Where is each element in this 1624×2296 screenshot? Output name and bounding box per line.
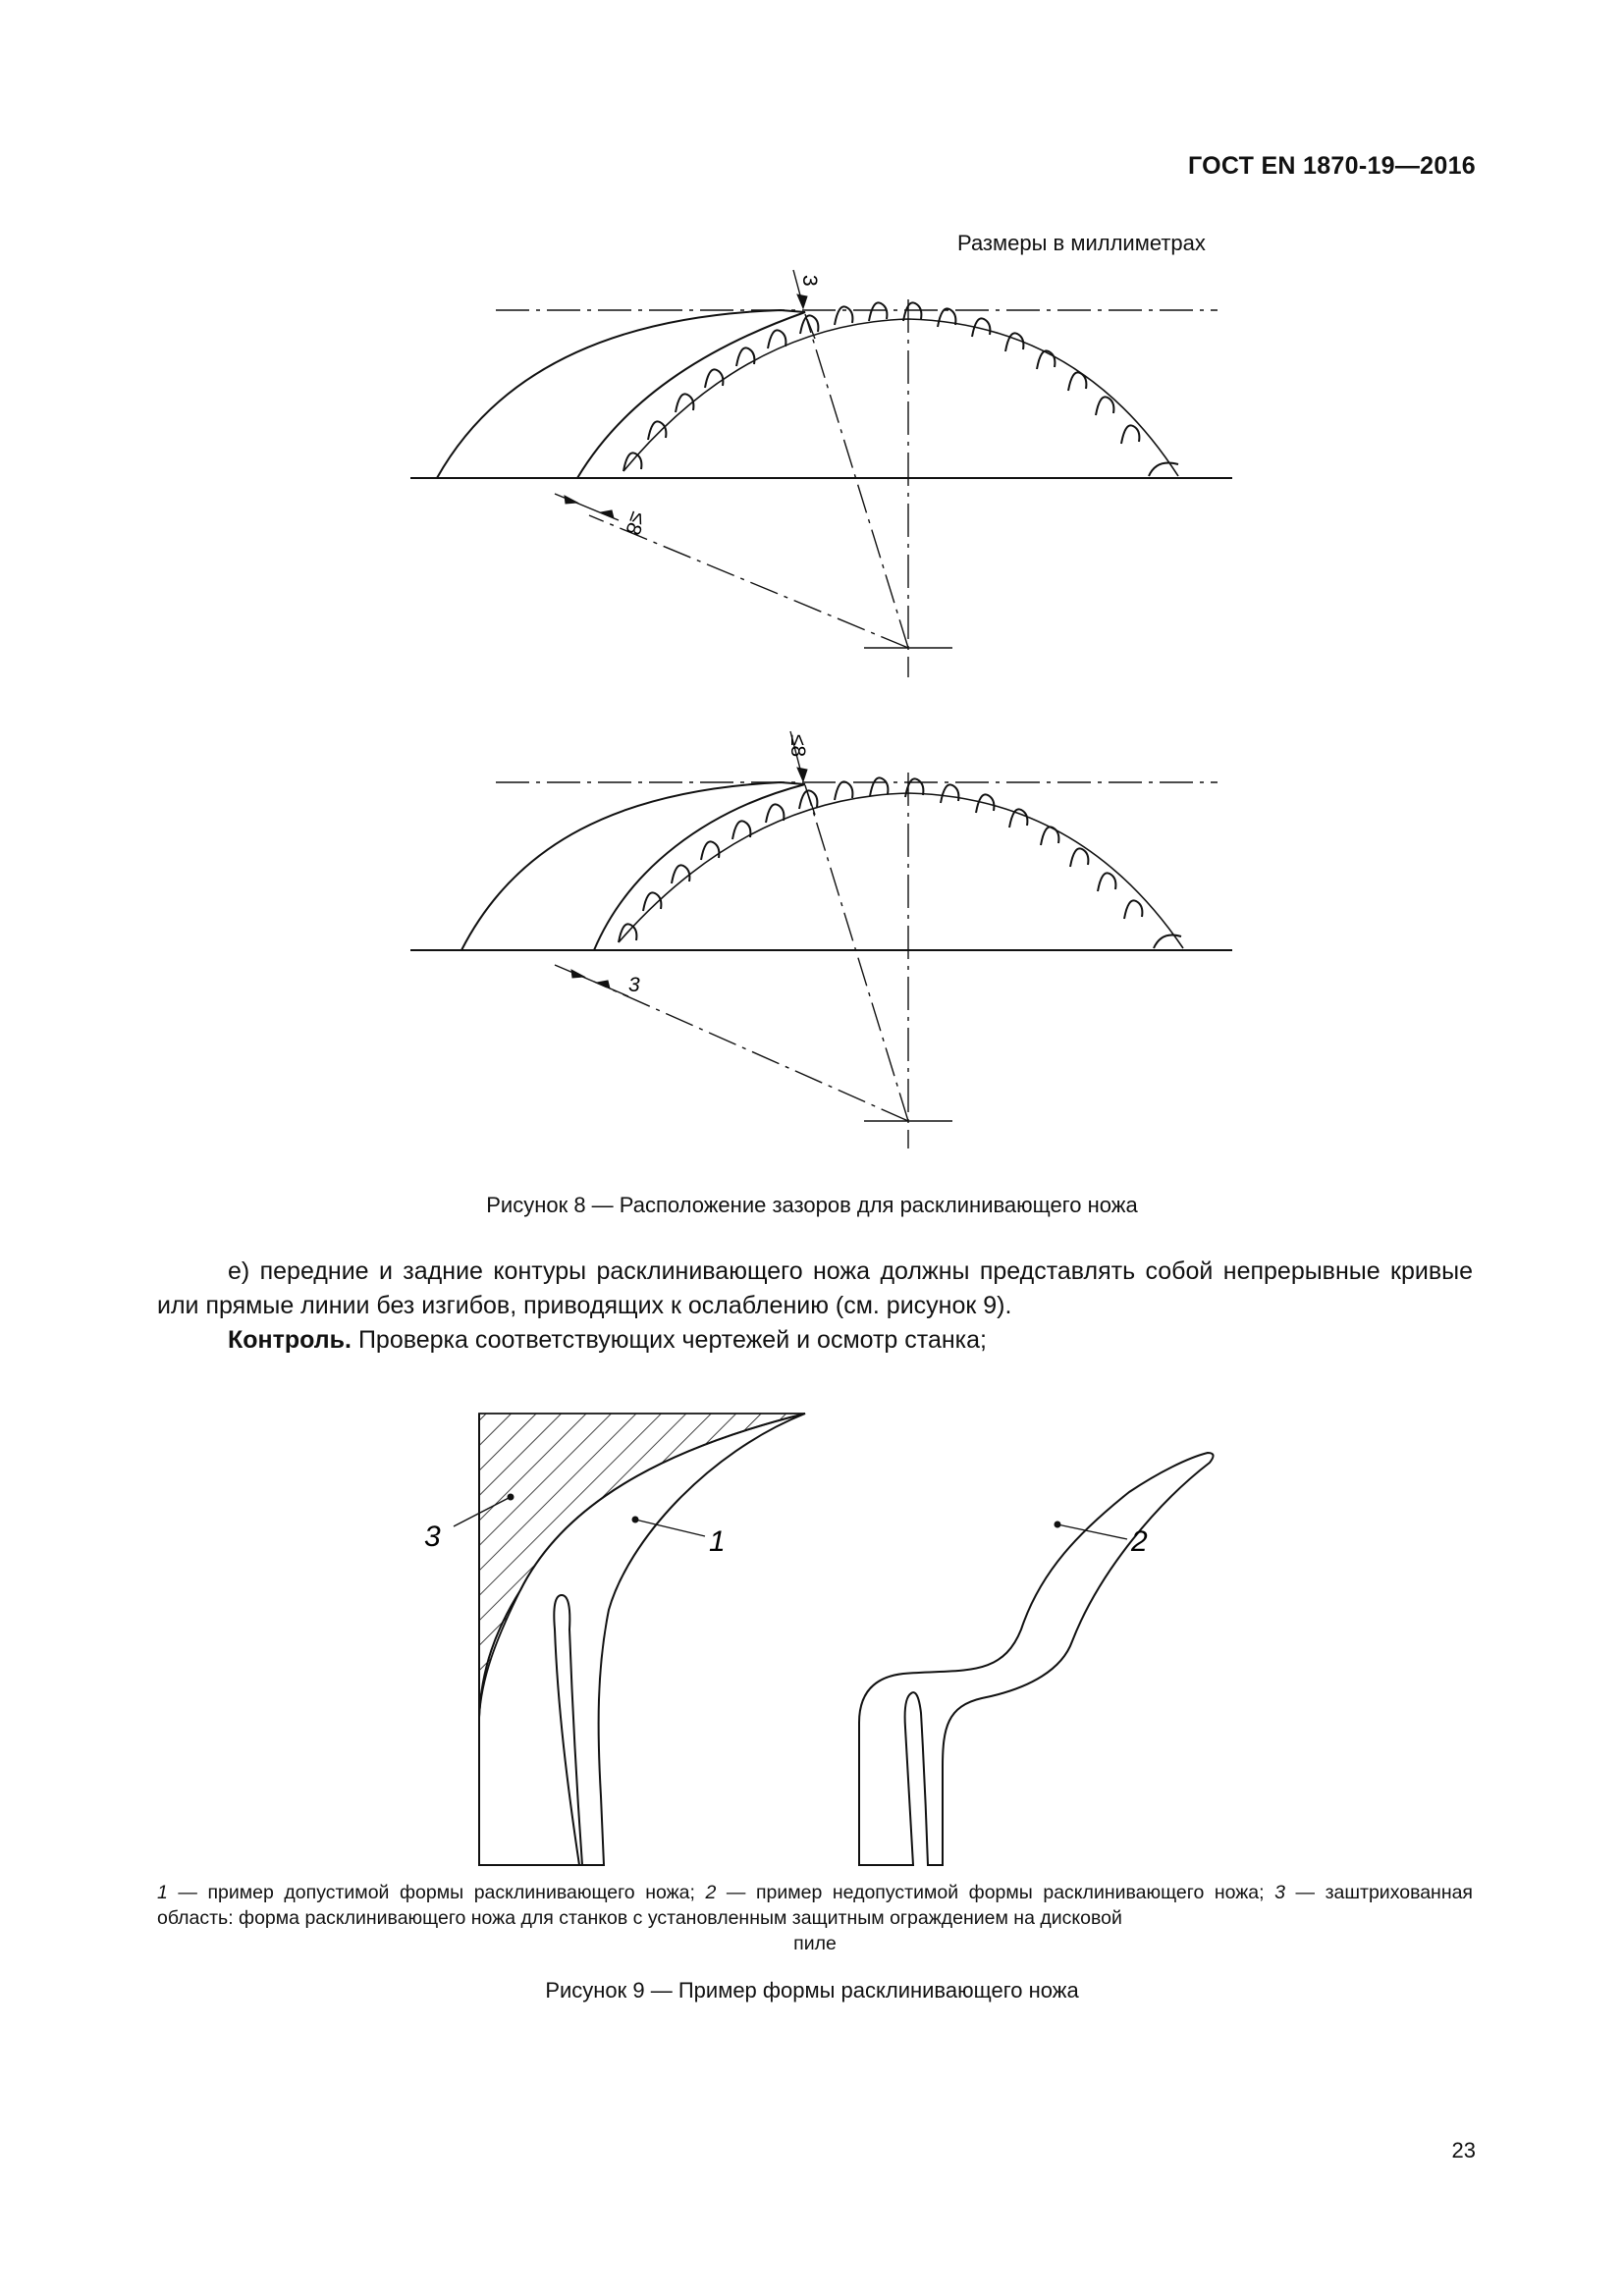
bottom-dim-lower: 3 [628, 974, 640, 996]
control-text: Проверка соответствующих чертежей и осмотр станка; [352, 1326, 987, 1354]
label-3: 3 [424, 1521, 441, 1553]
body-text [157, 1255, 1473, 1358]
bottom-saw-blade [619, 777, 1181, 948]
label-1: 1 [709, 1525, 726, 1558]
figure9-drawing [454, 1414, 1214, 1865]
legend-t2: — пример недопустимой формы расклинивающего ножа; [716, 1882, 1275, 1903]
control-label: Контроль. [228, 1326, 352, 1354]
top-dim-upper: 3 [798, 275, 821, 287]
top-dim-lower: ≤8 [621, 508, 650, 538]
legend-t3b: пиле [793, 1933, 837, 1954]
item-e-paragraph: е) передние и задние контуры расклинивающего ножа должны представлять собой непрерывные кривые или прямые линии без изгибов, приводящих к ослаблению (см. рисунок 9). [157, 1257, 1473, 1319]
bottom-riving-knife [461, 782, 805, 950]
legend-n1: 1 [157, 1882, 168, 1903]
document-code: ГОСТ EN 1870-19—2016 [1188, 152, 1476, 180]
page-number: 23 [1451, 2138, 1476, 2163]
control-paragraph [157, 1323, 1473, 1358]
legend-t1: — пример допустимой формы расклинивающего ножа; [167, 1882, 706, 1903]
legend-n3: 3 [1274, 1882, 1285, 1903]
top-saw-blade [623, 302, 1178, 476]
figure8-caption: Рисунок 8 — Расположение зазоров для расклинивающего ножа [486, 1193, 1138, 1217]
legend-n2: 2 [705, 1882, 717, 1903]
figure8-bottom-diagram [410, 731, 1232, 1148]
units-note: Размеры в миллиметрах [957, 231, 1206, 255]
top-riving-knife [437, 310, 805, 478]
figure9-legend [157, 1880, 1473, 1956]
bottom-dim-upper: ≤8 [786, 734, 809, 758]
label-2: 2 [1131, 1525, 1148, 1558]
figure8-top-diagram [410, 270, 1232, 677]
hatched-area [479, 1414, 805, 1718]
legend-t3: — заштрихованная область: форма расклинивающего ножа для станков с установленным защитным ограждением на дисковой [157, 1882, 1473, 1929]
unacceptable-knife-shape [859, 1453, 1214, 1865]
figure9-caption: Рисунок 9 — Пример формы расклинивающего ножа [545, 1978, 1079, 2002]
